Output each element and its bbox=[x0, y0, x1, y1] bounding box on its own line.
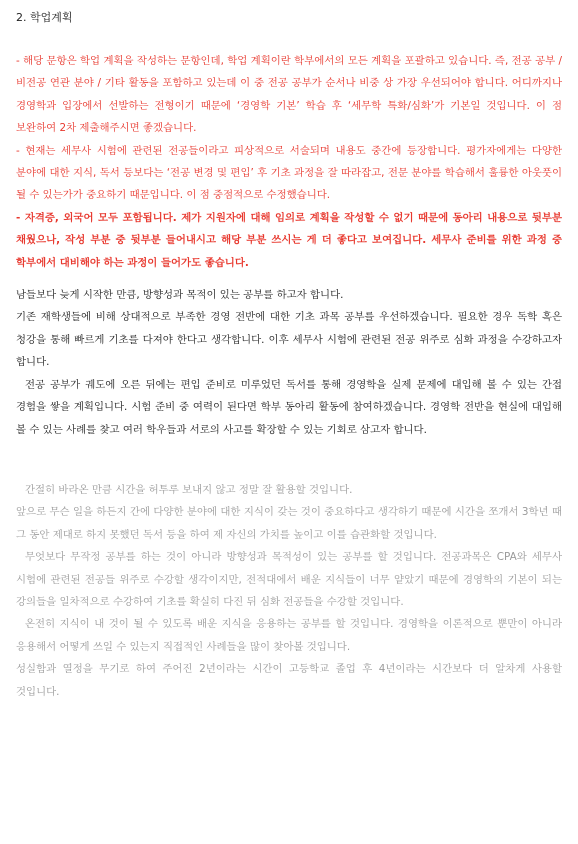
original-paragraph-3: 무엇보다 무작정 공부를 하는 것이 아니라 방향성과 목적성이 있는 공부를 할 것입니다. 전공과목은 CPA와 세무사 시험에 관련된 전공들 위주로 수강할 생각이지만, 전적대에서 배운 지식들이 너무 얕았기 때문에 경영학의 기본이 되는 강의들을 일차적으로 수강하여 기초를 확실히 다진 뒤 심화 전공들을 수강할 것입니다. bbox=[16, 551, 562, 608]
revised-paragraph-3: 전공 공부가 궤도에 오른 뒤에는 편입 준비로 미루었던 독서를 통해 경영학을 실제 문제에 대입해 볼 수 있는 간접 경험을 쌓을 계획입니다. 시험 준비 중 여력이 된다면 학부 동아리 활동에 참여하겠습니다. 경영학 전반을 현실에 대입해 볼 수 있는 사례를 찾고 여러 학우들과 서로의 사고를 확장할 수 있는 기회로 삼고자 합니다. bbox=[16, 378, 562, 436]
section-heading: 2. 학업계획 bbox=[16, 11, 73, 24]
feedback-paragraph-1: - 해당 문항은 학업 계획을 작성하는 문항인데, 학업 계획이란 학부에서의 모든 계획을 포괄하고 있습니다. 즉, 전공 공부 / 비전공 연관 분야 / 기타 활동을 포함하고 있는데 이 중 전공 공부가 순서나 비중 상 가장 우선되어야 합니다. 어디까지나 경영학과 입장에서 선발하는 전형이기 때문에 ‘경영학 기본’ 학습 후 ‘세무학 특화/심화’가 기본일 것입니다. 이 점 보완하여 2차 제출해주시면 좋겠습니다. bbox=[16, 55, 562, 135]
revised-paragraph-1: 남들보다 늦게 시작한 만큼, 방향성과 목적이 있는 공부를 하고자 합니다. bbox=[16, 289, 344, 302]
spacer bbox=[16, 274, 562, 284]
feedback-paragraph-2: - 현재는 세무사 시험에 관련된 전공들이라고 피상적으로 서술되며 내용도 중간에 등장합니다. 평가자에게는 다양한 분야에 대한 지식, 독서 등보다는 ‘전공 변경 및 편입’ 후 기초 과정을 잘 따라잡고, 전문 분야를 학습해서 훌륭한 아웃풋이 될 수 있는가가 중요하기 때문입니다. 이 점 중점적으로 수정했습니다. bbox=[16, 144, 562, 202]
spacer bbox=[16, 441, 562, 479]
original-paragraph-1: 간절히 바라온 만큼 시간을 허투루 보내지 않고 정말 잘 활용할 것입니다. bbox=[25, 483, 353, 496]
document-page bbox=[16, 10, 562, 703]
feedback-paragraph-3: - 자격증, 외국어 모두 포함됩니다. 제가 지원자에 대해 임의로 계획을 작성할 수 없기 때문에 동아리 내용으로 뒷부분 채웠으나, 작성 부분 중 뒷부분 들어내시고 해당 부분 쓰시는 게 더 좋다고 보여집니다. 세무사 준비를 위한 과정 중 학부에서 대비해야 하는 과정이 들어가도 좋습니다. bbox=[16, 211, 562, 269]
original-paragraph-4: 온전히 지식이 내 것이 될 수 있도록 배운 지식을 응용하는 공부를 할 것입니다. 경영학을 이론적으로 뿐만이 아니라 응용해서 어떻게 쓰일 수 있는지 직접적인 사례들을 많이 찾아볼 것입니다. bbox=[16, 618, 562, 653]
original-paragraph-5: 성실함과 열정을 무기로 하여 주어진 2년이라는 시간이 고등학교 졸업 후 4년이라는 시간보다 더 알차게 사용할 것입니다. bbox=[16, 663, 562, 698]
feedback-section bbox=[16, 50, 562, 274]
revised-section bbox=[16, 284, 562, 441]
revised-paragraph-2: 기존 재학생들에 비해 상대적으로 부족한 경영 전반에 대한 기초 과목 공부를 우선하겠습니다. 필요한 경우 독학 혹은 청강을 통해 빠르게 기초를 다져야 한다고 생각합니다. 이후 세무사 시험에 관련된 전공 위주로 심화 과정을 수강하고자 합니다. bbox=[16, 311, 562, 369]
original-section bbox=[16, 479, 562, 703]
original-paragraph-2: 앞으로 무슨 일을 하든지 간에 다양한 분야에 대한 지식이 갖는 것이 중요하다고 생각하기 때문에 시간을 쪼개서 3학년 때 그 동안 제대로 하지 못했던 독서 등을 하여 제 자신의 가치를 높이고 이를 습관화할 것입니다. bbox=[16, 506, 562, 541]
